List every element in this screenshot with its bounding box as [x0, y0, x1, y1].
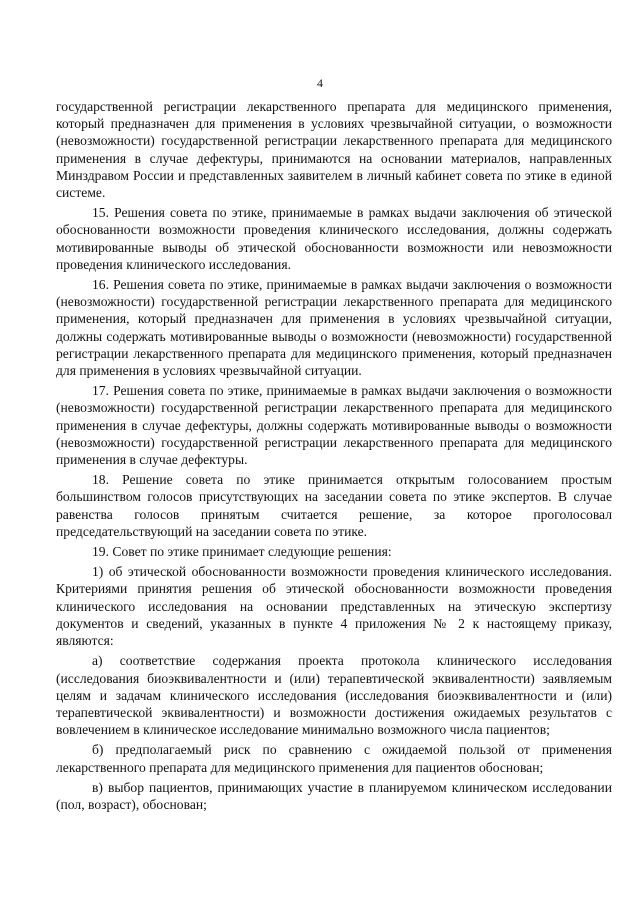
paragraph-18: 18. Решение совета по этике принимается открытым голосованием простым большинством голосов присутствующих на заседании совета по этике экспертов. В случае равенства голосов принятым считается решение, за которое проголосовал председательствующий на заседании совета по этике.	[56, 472, 612, 539]
paragraph-16: 16. Решения совета по этике, принимаемые в рамках выдачи заключения о возможности (невозможности) государственной регистрации лекарственного препарата для медицинского применения, который предназначен для применения в условиях чрезвычайной ситуации, должны содержать мотивированные выводы о возможности (невозможности) государственной регистрации лекарственного препарата для медицинского применения, который предназначен для применения в условиях чрезвычайной ситуации.	[56, 277, 612, 379]
document-body	[56, 98, 612, 813]
paragraph-15: 15. Решения совета по этике, принимаемые в рамках выдачи заключения об этической обоснованности возможности проведения клинического исследования, должны содержать мотивированные выводы об этической обоснованности возможности или невозможности проведения клинического исследования.	[56, 205, 612, 272]
paragraph-19-item-b: б) предполагаемый риск по сравнению с ожидаемой пользой от применения лекарственного препарата для медицинского применения для пациентов обоснован;	[56, 742, 612, 775]
paragraph-19-item-v: в) выбор пациентов, принимающих участие в планируемом клиническом исследовании (пол, возраст), обоснован;	[56, 779, 612, 812]
document-page	[56, 74, 612, 816]
paragraph-19: 19. Совет по этике принимает следующие решения:	[92, 544, 392, 560]
paragraph-17: 17. Решения совета по этике, принимаемые в рамках выдачи заключения о возможности (невозможности) государственной регистрации лекарственного препарата для медицинского применения в случае дефектуры, должны содержать мотивированные выводы о возможности (невозможности) государственной регистрации лекарственного препарата для медицинского применения в случае дефектуры.	[56, 383, 612, 468]
page-number: 4	[317, 76, 323, 90]
paragraph-19-item-1: 1) об этической обоснованности возможности проведения клинического исследования. Критериями принятия решения об этической обоснованности возможности проведения клинического исследования на основании представленных на этическую экспертизу документов и сведений, указанных в пункте 4 приложения № 2 к настоящему приказу, являются:	[56, 564, 612, 649]
paragraph-continuation: государственной регистрации лекарственного препарата для медицинского применения, который предназначен для применения в условиях чрезвычайной ситуации, о возможности (невозможности) государственной регистрации лекарственного препарата для медицинского применения в случае дефектуры, принимаются на основании материалов, направленных Минздравом России и представленных заявителем в личный кабинет совета по этике в единой системе.	[56, 99, 612, 201]
paragraph-19-item-a: а) соответствие содержания проекта протокола клинического исследования (исследования биоэквивалентности и (или) терапевтической эквивалентности) заявляемым целям и задачам клинического исследования (исследования биоэквивалентности и (или) терапевтической эквивалентности) и возможности достижения ожидаемых результатов с вовлечением в клиническое исследование минимально возможного числа пациентов;	[56, 653, 612, 738]
